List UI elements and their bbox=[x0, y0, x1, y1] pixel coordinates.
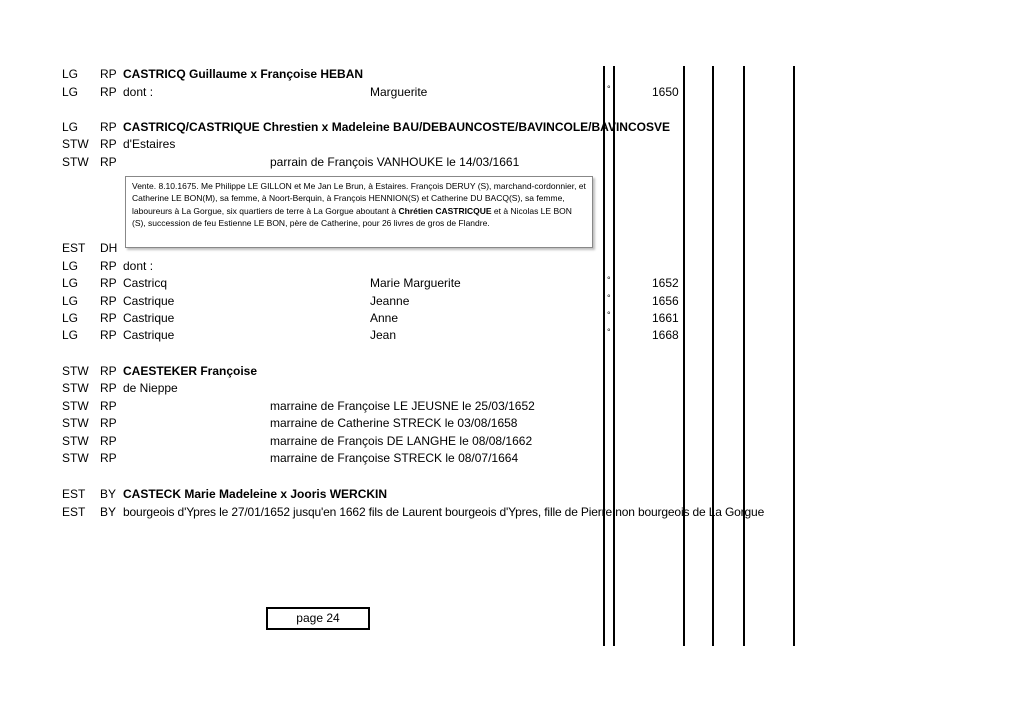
source-code: LG bbox=[62, 259, 79, 273]
birth-symbol: ° bbox=[607, 275, 611, 285]
type-code: RP bbox=[100, 311, 117, 325]
type-code: RP bbox=[100, 399, 117, 413]
source-code: STW bbox=[62, 381, 89, 395]
entry-text: Castrique bbox=[123, 328, 175, 342]
child-name: Marie Marguerite bbox=[370, 276, 461, 290]
birth-year: 1656 bbox=[652, 294, 679, 308]
family-heading: CASTECK Marie Madeleine x Jooris WERCKIN bbox=[123, 487, 388, 501]
entry-text: d'Estaires bbox=[123, 137, 176, 151]
entry-text: Castrique bbox=[123, 294, 175, 308]
entry-text: Castrique bbox=[123, 311, 175, 325]
source-code: STW bbox=[62, 364, 89, 378]
type-code: RP bbox=[100, 434, 117, 448]
type-code: RP bbox=[100, 451, 117, 465]
comment-note bbox=[125, 176, 593, 248]
type-code: RP bbox=[100, 328, 117, 342]
family-heading: CASTRICQ Guillaume x Françoise HEBAN bbox=[123, 67, 364, 81]
entry-text: de Nieppe bbox=[123, 381, 178, 395]
birth-symbol: ° bbox=[607, 84, 611, 94]
birth-symbol: ° bbox=[607, 327, 611, 337]
entry-text: marraine de François DE LANGHE le 08/08/1662 bbox=[270, 434, 533, 448]
source-code: EST bbox=[62, 487, 86, 501]
column-divider bbox=[793, 66, 795, 646]
birth-year: 1661 bbox=[652, 311, 679, 325]
note-text: et à Nicolas LE BON (S), succession de feu Estienne LE BON, père de Catherine, pour 26 livres de gros de Flandre. bbox=[132, 205, 572, 229]
entry-text: parrain de François VANHOUKE le 14/03/1661 bbox=[270, 155, 520, 169]
column-divider bbox=[712, 66, 714, 646]
child-name: Jean bbox=[370, 328, 397, 342]
source-code: LG bbox=[62, 294, 79, 308]
child-name: Marguerite bbox=[370, 85, 428, 99]
family-heading: CASTRICQ/CASTRIQUE Chrestien x Madeleine BAU/DEBAUNCOSTE/BAVINCOLE/BAVINCOSVE bbox=[123, 120, 670, 134]
birth-symbol: ° bbox=[607, 310, 611, 320]
source-code: STW bbox=[62, 137, 89, 151]
birth-year: 1652 bbox=[652, 276, 679, 290]
source-code: LG bbox=[62, 67, 79, 81]
type-code: RP bbox=[100, 364, 117, 378]
note-highlight: Chrétien CASTRICQUE bbox=[398, 205, 492, 216]
column-divider bbox=[613, 66, 615, 646]
birth-year: 1650 bbox=[652, 85, 679, 99]
source-code: LG bbox=[62, 311, 79, 325]
source-code: STW bbox=[62, 399, 89, 413]
entry-text: marraine de Catherine STRECK le 03/08/1658 bbox=[270, 416, 518, 430]
source-code: LG bbox=[62, 276, 79, 290]
column-divider bbox=[603, 66, 605, 646]
type-code: DH bbox=[100, 241, 118, 255]
source-code: EST bbox=[62, 505, 86, 519]
type-code: RP bbox=[100, 259, 117, 273]
source-code: STW bbox=[62, 434, 89, 448]
type-code: RP bbox=[100, 120, 117, 134]
column-divider bbox=[743, 66, 745, 646]
source-code: LG bbox=[62, 85, 79, 99]
entry-text: Castricq bbox=[123, 276, 168, 290]
column-divider bbox=[683, 66, 685, 646]
type-code: RP bbox=[100, 294, 117, 308]
type-code: RP bbox=[100, 416, 117, 430]
child-name: Anne bbox=[370, 311, 399, 325]
source-code: STW bbox=[62, 155, 89, 169]
type-code: RP bbox=[100, 85, 117, 99]
family-heading: CAESTEKER Françoise bbox=[123, 364, 258, 378]
type-code: RP bbox=[100, 381, 117, 395]
source-code: STW bbox=[62, 451, 89, 465]
type-code: RP bbox=[100, 276, 117, 290]
birth-symbol: ° bbox=[607, 293, 611, 303]
source-code: LG bbox=[62, 328, 79, 342]
entry-text: marraine de Françoise STRECK le 08/07/1664 bbox=[270, 451, 519, 465]
type-code: BY bbox=[100, 505, 117, 519]
type-code: RP bbox=[100, 67, 117, 81]
type-code: BY bbox=[100, 487, 117, 501]
entry-text: marraine de Françoise LE JEUSNE le 25/03/1652 bbox=[270, 399, 535, 413]
entry-text: dont : bbox=[123, 259, 154, 273]
birth-year: 1668 bbox=[652, 328, 679, 342]
child-name: Jeanne bbox=[370, 294, 410, 308]
entry-text: dont : bbox=[123, 85, 154, 99]
page-number: page 24 bbox=[296, 611, 340, 625]
entry-text: bourgeois d'Ypres le 27/01/1652 jusqu'en 1662 fils de Laurent bourgeois d'Ypres, fille de Pierre non bourgeois de La Gorgue bbox=[123, 505, 765, 519]
note-text: Vente. 8.10.1675. Me Philippe LE GILLON et Me Jan Le Brun, à Estaires. François DERUY (S), marchand-cordonnier, et Catherine LE BON(M), sa femme, à Noort-Berquin, à François HENNION(S) et Catherine DU BACQ(S), sa femme, laboureurs à La Gorgue, six quartiers de terre à La Gorgue aboutant à bbox=[132, 181, 586, 216]
type-code: RP bbox=[100, 155, 117, 169]
source-code: LG bbox=[62, 120, 79, 134]
page-number-box bbox=[266, 607, 370, 630]
source-code: EST bbox=[62, 241, 86, 255]
source-code: STW bbox=[62, 416, 89, 430]
type-code: RP bbox=[100, 137, 117, 151]
